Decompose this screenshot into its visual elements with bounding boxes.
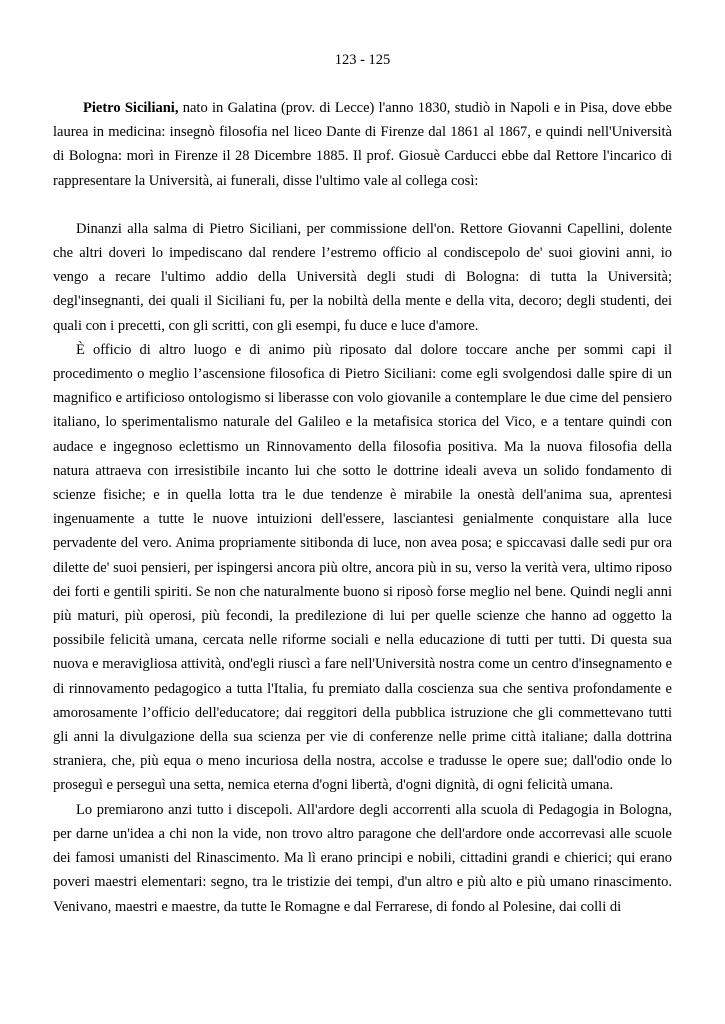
intro-text: nato in Galatina (prov. di Lecce) l'anno 1830, studiò in Napoli e in Pisa, dove ebbe laurea in medicina: insegnò filosofia nel liceo Dante di Firenze dal 1861 al 1867, e quindi nell'Università di Bologna: morì in Firenze il 28 Dicembre 1885. Il prof. Giosuè Carducci ebbe dal Rettore l'incarico di rappresentare la Università, ai funerali, disse l'ultimo vale al collega così: (53, 100, 672, 189)
subject-name: Pietro Siciliani, (83, 100, 179, 116)
body-paragraph-3: Lo premiarono anzi tutto i discepoli. All'ardore degli accorrenti alla scuola di Pedagogia in Bologna, per darne un'idea a chi non la vide, non trovo altro paragone che dell'ardore onde accorrevasi alle scuole dei famosi umanisti del Rinascimento. Ma lì erano principi e nobili, cittadini grandi e chierici; qui erano poveri maestri elementari: segno, tra le tristizie dei tempi, d'un altro e più alto e più umano rinascimento. Venivano, maestri e maestre, da tutte le Romagne e dal Ferrarese, di fondo al Polesine, dai colli di (53, 801, 672, 915)
intro-paragraph (53, 96, 672, 193)
body-paragraph-1: Dinanzi alla salma di Pietro Siciliani, per commissione dell'on. Rettore Giovanni Capellini, dolente che altri doveri lo impediscano dal rendere l’estremo officio al condiscepolo de' suoi giovini anni, io vengo a recare l'ultimo addio della Università degli studi di Bologna: di tutta la Università; degl'insegnanti, dei quali il Siciliani fu, per la nobiltà della mente e della vita, decoro; degli studenti, dei quali con i precetti, con gli scritti, con gli esempi, fu duce e luce d'amore. (53, 220, 672, 334)
page-number: 123 - 125 (334, 52, 391, 68)
body-paragraph-2: È officio di altro luogo e di animo più riposato dal dolore toccare anche per sommi capi il procedimento o meglio l’ascensione filosofica di Pietro Siciliani: come egli svolgendosi dalle spire di un magnifico e artificioso ontologismo si liberasse con volo giovanile a contemplare le due cime del pensiero italiano, lo sperimentalismo naturale del Galileo e la metafisica storica del Vico, e a tentare quindi con audace e ingegnoso eclettismo un Rinnovamento della filosofia positiva. Ma la nuova filosofia della natura attraeva con irresistibile incanto lui che sotto le dottrine ideali aveva un solido fondamento di scienze fisiche; e in quella lotta tra le due tendenze è mirabile la onestà dell'anima sua, aprentesi ingenuamente a tutte le nuove intuizioni dell'essere, lasciantesi genialmente conquistare alla luce pervadente del vero. Anima propriamente sitibonda di luce, non avea posa; e spiccavasi dalle sedi pur ora dilette de' suoi pensieri, per ispingersi ancora più oltre, ancora più in su, verso la verità vera, ultimo riposo dei forti e gentili spiriti. Se non che naturalmente buono si riposò forse meglio nel bene. Quindi negli anni più maturi, più operosi, più fecondi, la predilezione di lui per quelle scienze che hanno ad oggetto la possibile felicità umana, cercata nelle riforme sociali e nella educazione di tutti per tutti. Di questa sua nuova e meravigliosa attività, ond'egli riuscì a fare nell'Università nostra come un centro d'insegnamento e di rinnovamento pedagogico a tutta l'Italia, fu premiato dalla coscienza sua che sentiva profondamente e amorosamente l’officio dell'educatore; dai reggitori della pubblica istruzione che gli commettevano tutti gli anni la divulgazione della sua scienza per vie di conferenze nelle prime città italiane; dalla dottrina straniera, che, più equa o meno incuriosa della nostra, accolse e tradusse le opere sue; dall'odio onde lo proseguì e perseguì una setta, nemica eterna d'ogni libertà, d'ogni dignità, di ogni felicità umana. (53, 341, 672, 794)
document-page (53, 50, 672, 919)
